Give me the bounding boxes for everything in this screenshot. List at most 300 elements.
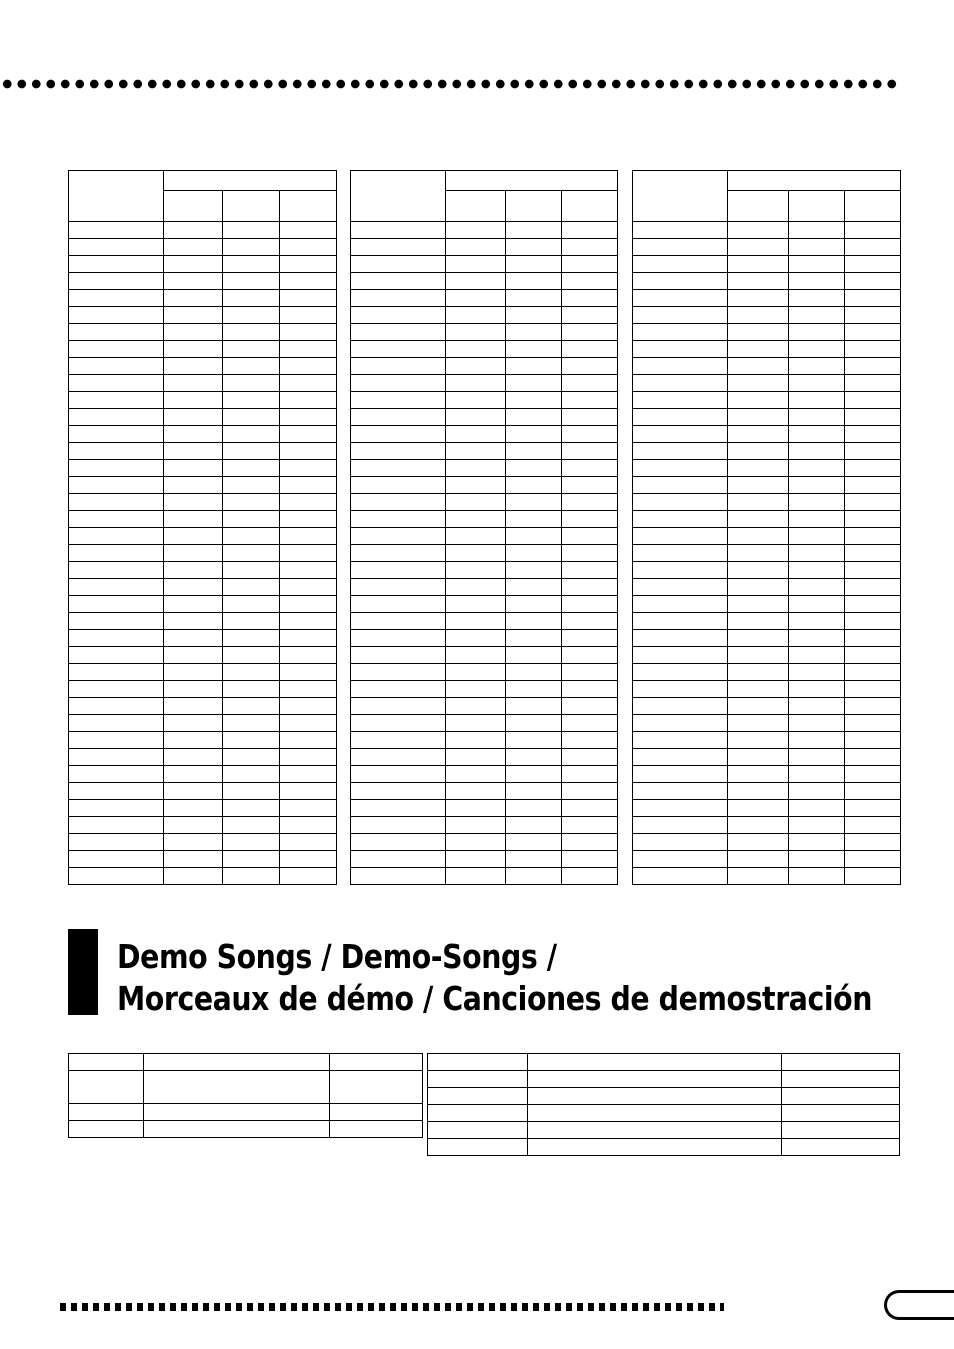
- table-cell: [789, 868, 845, 885]
- table-cell: [330, 1121, 423, 1138]
- table-cell: [506, 664, 562, 681]
- table-cell: [223, 426, 280, 443]
- table-cell: [351, 851, 446, 868]
- table-cell: [446, 766, 506, 783]
- header-cell: [728, 191, 789, 222]
- table-cell: [446, 596, 506, 613]
- table-row: [351, 613, 618, 630]
- table-row: [69, 766, 337, 783]
- table-cell: [506, 698, 562, 715]
- table-cell: [446, 460, 506, 477]
- table-cell: [506, 358, 562, 375]
- table-cell: [164, 630, 223, 647]
- table-row: [351, 324, 618, 341]
- table-row: [69, 817, 337, 834]
- table-cell: [506, 392, 562, 409]
- table-cell: [528, 1139, 782, 1156]
- table-cell: [351, 392, 446, 409]
- table-cell: [506, 613, 562, 630]
- table-cell: [223, 494, 280, 511]
- table-cell: [69, 732, 164, 749]
- table-cell: [351, 800, 446, 817]
- table-cell: [728, 545, 789, 562]
- table-cell: [562, 783, 618, 800]
- table-cell: [633, 851, 728, 868]
- table-cell: [223, 375, 280, 392]
- table-cell: [164, 783, 223, 800]
- table-cell: [562, 341, 618, 358]
- table-cell: [845, 239, 901, 256]
- table-cell: [223, 630, 280, 647]
- table-row: [633, 545, 901, 562]
- table-cell: [728, 307, 789, 324]
- table-cell: [351, 664, 446, 681]
- table-cell: [280, 239, 337, 256]
- table-row: [633, 307, 901, 324]
- table-cell: [562, 494, 618, 511]
- table-row: [69, 698, 337, 715]
- table-cell: [633, 698, 728, 715]
- table-row: [69, 783, 337, 800]
- table-row: [633, 273, 901, 290]
- table-cell: [446, 256, 506, 273]
- table-cell: [280, 392, 337, 409]
- table-row: [633, 715, 901, 732]
- table-row: [633, 443, 901, 460]
- table-cell: [69, 562, 164, 579]
- table-cell: [728, 766, 789, 783]
- table-row: [351, 375, 618, 392]
- table-row: [351, 426, 618, 443]
- table-cell: [446, 239, 506, 256]
- table-cell: [351, 426, 446, 443]
- table-row: [633, 290, 901, 307]
- table-cell: [223, 715, 280, 732]
- table-cell: [633, 868, 728, 885]
- table-cell: [280, 868, 337, 885]
- table-cell: [633, 494, 728, 511]
- table-row: [69, 562, 337, 579]
- table-cell: [280, 596, 337, 613]
- table-cell: [789, 664, 845, 681]
- table-row: [633, 358, 901, 375]
- table-cell: [351, 307, 446, 324]
- table-cell: [446, 630, 506, 647]
- table-cell: [506, 477, 562, 494]
- table-cell: [789, 630, 845, 647]
- table-cell: [223, 817, 280, 834]
- table-cell: [446, 579, 506, 596]
- table-cell: [164, 715, 223, 732]
- table-cell: [562, 562, 618, 579]
- table-cell: [789, 800, 845, 817]
- table-cell: [789, 341, 845, 358]
- table-cell: [280, 749, 337, 766]
- table-row: [633, 851, 901, 868]
- table-cell: [845, 732, 901, 749]
- table-cell: [633, 409, 728, 426]
- table-cell: [446, 324, 506, 341]
- table-row: [69, 341, 337, 358]
- table-cell: [789, 698, 845, 715]
- table-cell: [223, 698, 280, 715]
- table-cell: [845, 630, 901, 647]
- table-row: [69, 511, 337, 528]
- table-cell: [446, 834, 506, 851]
- voice-table-1-body: [69, 171, 337, 885]
- table-cell: [789, 324, 845, 341]
- voice-table-3-body: [633, 171, 901, 885]
- table-cell: [351, 545, 446, 562]
- table-cell: [506, 562, 562, 579]
- table-cell: [562, 528, 618, 545]
- table-cell: [789, 596, 845, 613]
- table-cell: [69, 1071, 144, 1104]
- table-cell: [164, 681, 223, 698]
- table-cell: [562, 749, 618, 766]
- table-cell: [506, 545, 562, 562]
- table-cell: [351, 579, 446, 596]
- table-cell: [69, 851, 164, 868]
- table-cell: [446, 681, 506, 698]
- table-cell: [69, 545, 164, 562]
- table-cell: [633, 579, 728, 596]
- table-cell: [506, 239, 562, 256]
- table-row: [351, 239, 618, 256]
- table-cell: [280, 358, 337, 375]
- table-cell: [164, 341, 223, 358]
- table-cell: [164, 851, 223, 868]
- table-cell: [845, 664, 901, 681]
- table-cell: [164, 579, 223, 596]
- table-cell: [223, 613, 280, 630]
- table-cell: [506, 409, 562, 426]
- table-cell: [428, 1071, 528, 1088]
- table-cell: [330, 1054, 423, 1071]
- table-cell: [789, 749, 845, 766]
- table-row: [69, 409, 337, 426]
- table-cell: [728, 290, 789, 307]
- table-cell: [562, 579, 618, 596]
- table-cell: [280, 290, 337, 307]
- table-cell: [506, 834, 562, 851]
- table-row: [69, 426, 337, 443]
- table-cell: [280, 307, 337, 324]
- table-row: [351, 851, 618, 868]
- voice-table-2-body: [351, 171, 618, 885]
- table-cell: [506, 851, 562, 868]
- table-cell: [351, 222, 446, 239]
- table-cell: [69, 511, 164, 528]
- table-cell: [69, 664, 164, 681]
- table-cell: [789, 222, 845, 239]
- table-cell: [633, 613, 728, 630]
- table-cell: [69, 239, 164, 256]
- table-cell: [223, 273, 280, 290]
- table-cell: [789, 851, 845, 868]
- table-cell: [69, 494, 164, 511]
- table-cell: [845, 834, 901, 851]
- table-cell: [351, 715, 446, 732]
- table-cell: [69, 477, 164, 494]
- table-cell: [562, 545, 618, 562]
- table-cell: [280, 324, 337, 341]
- table-cell: [69, 375, 164, 392]
- table-cell: [223, 358, 280, 375]
- table-cell: [728, 596, 789, 613]
- table-cell: [223, 460, 280, 477]
- table-cell: [562, 681, 618, 698]
- table-cell: [633, 596, 728, 613]
- table-cell: [728, 681, 789, 698]
- table-cell: [164, 392, 223, 409]
- table-row: [69, 460, 337, 477]
- table-row: [633, 426, 901, 443]
- table-row: [428, 1105, 900, 1122]
- table-cell: [223, 477, 280, 494]
- table-row: [351, 800, 618, 817]
- table-cell: [506, 596, 562, 613]
- table-row: [633, 494, 901, 511]
- table-row: [351, 358, 618, 375]
- header-cell: [633, 171, 728, 222]
- table-cell: [223, 579, 280, 596]
- table-cell: [562, 256, 618, 273]
- table-cell: [223, 851, 280, 868]
- table-cell: [633, 239, 728, 256]
- table-cell: [562, 460, 618, 477]
- table-cell: [164, 766, 223, 783]
- table-cell: [280, 613, 337, 630]
- table-row: [351, 868, 618, 885]
- table-cell: [562, 477, 618, 494]
- table-cell: [562, 766, 618, 783]
- header-cell: [789, 191, 845, 222]
- table-cell: [789, 528, 845, 545]
- table-cell: [728, 324, 789, 341]
- table-cell: [633, 460, 728, 477]
- table-cell: [223, 307, 280, 324]
- table-row: [428, 1071, 900, 1088]
- table-cell: [280, 545, 337, 562]
- table-row: [633, 698, 901, 715]
- table-cell: [728, 256, 789, 273]
- table-row: [633, 392, 901, 409]
- table-row: [69, 290, 337, 307]
- table-cell: [69, 715, 164, 732]
- table-cell: [428, 1139, 528, 1156]
- table-cell: [223, 528, 280, 545]
- table-row: [351, 477, 618, 494]
- table-cell: [728, 749, 789, 766]
- header-cell: [223, 191, 280, 222]
- table-cell: [728, 494, 789, 511]
- table-cell: [562, 409, 618, 426]
- table-row: [351, 630, 618, 647]
- table-cell: [562, 732, 618, 749]
- table-cell: [69, 528, 164, 545]
- table-cell: [789, 647, 845, 664]
- table-cell: [562, 698, 618, 715]
- table-cell: [789, 477, 845, 494]
- table-cell: [728, 647, 789, 664]
- table-cell: [789, 409, 845, 426]
- table-cell: [506, 375, 562, 392]
- table-row: [633, 562, 901, 579]
- table-cell: [351, 562, 446, 579]
- table-row: [633, 511, 901, 528]
- table-cell: [782, 1054, 900, 1071]
- table-cell: [506, 732, 562, 749]
- table-row: [351, 783, 618, 800]
- table-cell: [789, 681, 845, 698]
- table-cell: [728, 239, 789, 256]
- table-row: [351, 681, 618, 698]
- table-cell: [446, 409, 506, 426]
- table-cell: [562, 664, 618, 681]
- table-cell: [562, 800, 618, 817]
- table-cell: [280, 460, 337, 477]
- table-cell: [789, 834, 845, 851]
- table-cell: [528, 1071, 782, 1088]
- table-cell: [280, 715, 337, 732]
- table-cell: [562, 426, 618, 443]
- table-cell: [506, 528, 562, 545]
- table-cell: [562, 222, 618, 239]
- table-cell: [728, 460, 789, 477]
- table-cell: [845, 477, 901, 494]
- table-row: [351, 494, 618, 511]
- table-cell: [633, 341, 728, 358]
- table-cell: [164, 324, 223, 341]
- table-cell: [446, 341, 506, 358]
- table-cell: [728, 358, 789, 375]
- table-cell: [69, 426, 164, 443]
- table-cell: [351, 732, 446, 749]
- table-cell: [506, 460, 562, 477]
- table-row: [69, 834, 337, 851]
- table-cell: [351, 783, 446, 800]
- table-cell: [280, 562, 337, 579]
- dotted-header-rule: [0, 78, 900, 90]
- table-cell: [351, 596, 446, 613]
- table-cell: [728, 715, 789, 732]
- table-row: [351, 545, 618, 562]
- table-cell: [351, 647, 446, 664]
- table-cell: [69, 630, 164, 647]
- table-row: [69, 579, 337, 596]
- table-row: [69, 375, 337, 392]
- table-row: [351, 222, 618, 239]
- table-row: [351, 596, 618, 613]
- table-cell: [728, 273, 789, 290]
- table-cell: [633, 800, 728, 817]
- table-cell: [69, 868, 164, 885]
- table-row: [633, 528, 901, 545]
- table-row: [69, 715, 337, 732]
- table-cell: [446, 613, 506, 630]
- table-cell: [845, 715, 901, 732]
- table-row: [69, 647, 337, 664]
- table-row: [633, 732, 901, 749]
- table-cell: [789, 273, 845, 290]
- table-cell: [789, 579, 845, 596]
- table-row: [428, 1088, 900, 1105]
- table-cell: [728, 528, 789, 545]
- table-cell: [280, 579, 337, 596]
- table-cell: [351, 630, 446, 647]
- table-cell: [144, 1071, 330, 1104]
- table-cell: [562, 273, 618, 290]
- table-cell: [506, 494, 562, 511]
- table-cell: [164, 273, 223, 290]
- table-row: [351, 528, 618, 545]
- demo-songs-table-2-body: [428, 1054, 900, 1156]
- table-cell: [280, 664, 337, 681]
- table-row: [633, 766, 901, 783]
- table-cell: [506, 630, 562, 647]
- table-cell: [280, 732, 337, 749]
- table-row: [633, 868, 901, 885]
- table-cell: [223, 562, 280, 579]
- table-row: [351, 732, 618, 749]
- table-cell: [446, 732, 506, 749]
- table-cell: [69, 1054, 144, 1071]
- table-cell: [845, 494, 901, 511]
- dashed-footer-rule: [60, 1303, 724, 1311]
- table-row: [633, 477, 901, 494]
- table-cell: [164, 749, 223, 766]
- header-cell: [845, 191, 901, 222]
- table-cell: [351, 834, 446, 851]
- table-cell: [446, 647, 506, 664]
- table-cell: [506, 817, 562, 834]
- table-cell: [164, 817, 223, 834]
- table-row: [69, 222, 337, 239]
- table-cell: [562, 324, 618, 341]
- table-cell: [144, 1104, 330, 1121]
- table-cell: [728, 341, 789, 358]
- table-cell: [351, 511, 446, 528]
- table-cell: [223, 783, 280, 800]
- table-cell: [845, 766, 901, 783]
- table-cell: [280, 681, 337, 698]
- table-row: [633, 239, 901, 256]
- table-cell: [789, 511, 845, 528]
- table-cell: [280, 273, 337, 290]
- table-row: [351, 443, 618, 460]
- table-cell: [446, 698, 506, 715]
- table-cell: [69, 596, 164, 613]
- table-cell: [351, 443, 446, 460]
- table-cell: [164, 834, 223, 851]
- table-cell: [845, 392, 901, 409]
- table-cell: [69, 698, 164, 715]
- table-cell: [845, 375, 901, 392]
- table-cell: [789, 392, 845, 409]
- table-row: [69, 256, 337, 273]
- table-cell: [164, 732, 223, 749]
- table-cell: [728, 222, 789, 239]
- table-cell: [351, 460, 446, 477]
- table-cell: [351, 494, 446, 511]
- table-cell: [69, 290, 164, 307]
- table-cell: [280, 477, 337, 494]
- table-cell: [69, 834, 164, 851]
- table-cell: [728, 562, 789, 579]
- table-cell: [845, 426, 901, 443]
- table-cell: [845, 681, 901, 698]
